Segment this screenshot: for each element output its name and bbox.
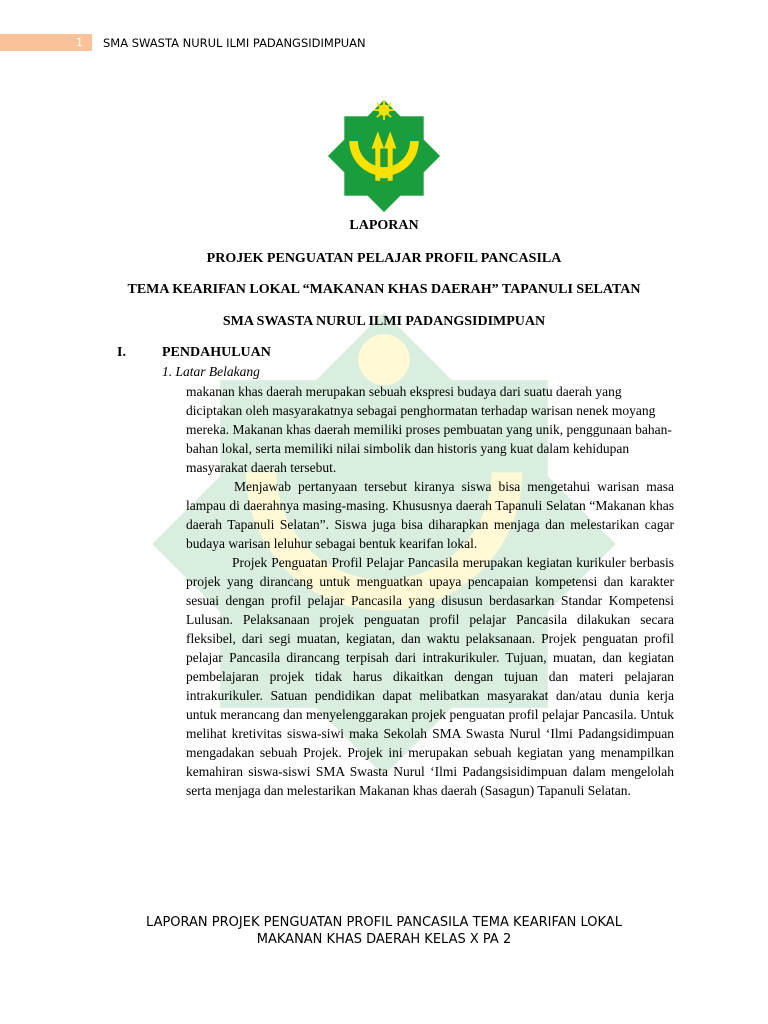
paragraph-2: Menjawab pertanyaan tersebut kiranya siswa bisa mengetahui warisan masa lampau di daerahnya masing-masing. Khususnya daerah Tapanuli Selatan “Makanan khas daerah Tapanuli Selatan”. Siswa juga bisa diharapkan menjaga dan melestarikan cagar budaya warisan leluhur sebagai bentuk kearifan lokal. [186,479,674,551]
title-laporan: LAPORAN [349,218,419,233]
paragraph-3: Projek Penguatan Profil Pelajar Pancasila merupakan kegiatan kurikuler berbasis projek yang dirancang untuk menguatkan upaya pencapaian kompetensi dan karakter sesuai dengan profil pelajar Pancasila yang disusun berdasarkan Standar Kompetensi Lulusan. Pelaksanaan projek penguatan profil pelajar Pancasila dilakukan secara fleksibel, dari segi muatan, kegiatan, dan waktu pelaksanaan. Projek penguatan profil pelajar Pancasila dirancang terpisah dari intrakurikuler. Tujuan, muatan, dan kegiatan pembelajaran projek tidak harus dikaitkan dengan tujuan dan materi pelajaran intrakurikuler. Satuan pendidikan dapat melibatkan masyarakat dan/atau dunia kerja untuk merancang dan menyelenggarakan projek penguatan profil pelajar Pancasila. Untuk melihat kretivitas siswa-siwi maka Sekolah SMA Swasta Nurul ‘Ilmi Padangsidimpuan mengadakan sebuah Projek. Projek ini merupakan sebuah kegiatan yang menampilkan kemahiran siswa-siswi SMA Swasta Nurul ‘Ilmi Padangsisidimpuan dalam mengelolah serta menjaga dan melestarikan Makanan khas daerah (Sasagun) Tapanuli Selatan. [186,555,674,798]
logo-sun [374,100,394,120]
page-footer [0,914,768,948]
title-sekolah: SMA SWASTA NURUL ILMI PADANGSIDIMPUAN [222,314,546,329]
body-text [186,382,674,800]
page-number: 1 [76,36,83,49]
school-logo [322,94,446,218]
paragraph-1: makanan khas daerah merupakan sebuah ekspresi budaya dari suatu daerah yang diciptakan oleh masyarakatnya sebagai penghormatan terhadap warisan nenek moyang mereka. Makanan khas daerah memiliki proses pembuatan yang unik, penggunaan bahan-bahan lokal, serta memiliki nilai simbolik dan historis yang kuat dalam kehidupan masyarakat daerah tersebut. [186,384,672,475]
header-school-name: SMA SWASTA NURUL ILMI PADANGSIDIMPUAN [103,36,366,50]
subheading-latar-belakang: 1. Latar Belakang [162,364,260,379]
section-number: I. [117,345,126,360]
section-title: PENDAHULUAN [162,345,271,360]
footer-line-1: LAPORAN PROJEK PENGUATAN PROFIL PANCASILA TEMA KEARIFAN LOKAL [146,915,622,930]
footer-line-2: MAKANAN KHAS DAERAH KELAS X PA 2 [256,932,512,947]
title-projek: PROJEK PENGUATAN PELAJAR PROFIL PANCASILA [206,251,562,266]
title-tema: TEMA KEARIFAN LOKAL “MAKANAN KHAS DAERAH” TAPANULI SELATAN [127,282,641,297]
